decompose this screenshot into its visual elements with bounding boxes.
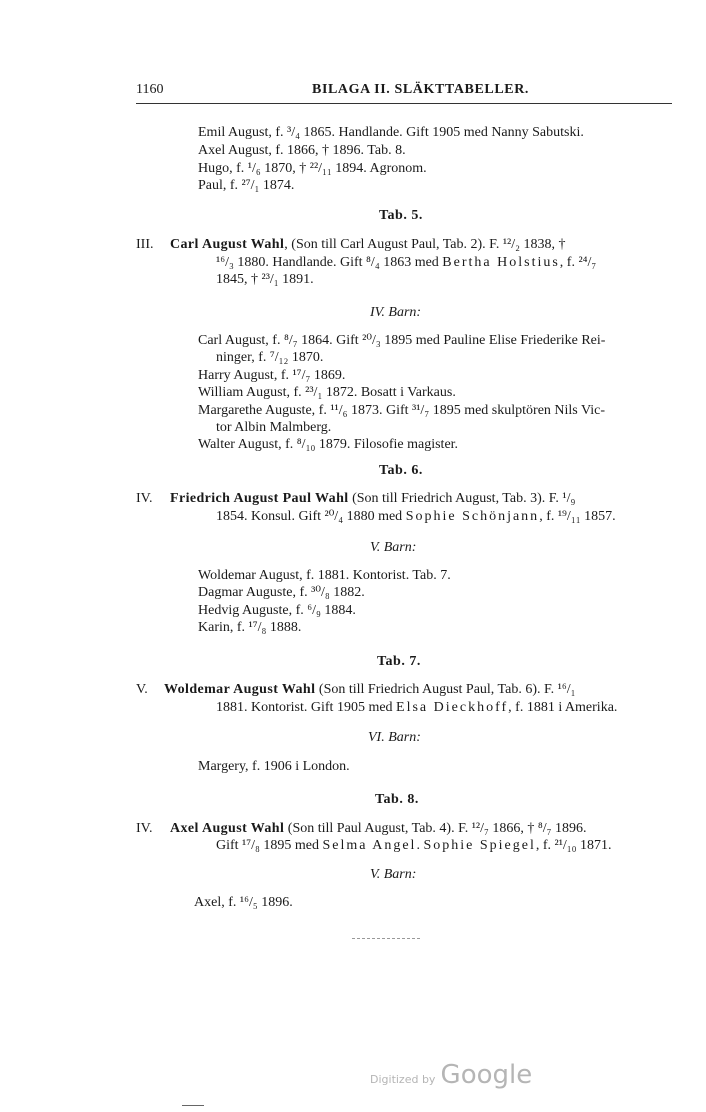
tab8-spouse2: Sophie Spiegel: [423, 838, 536, 853]
tab8-line2-mid: .: [416, 838, 424, 853]
tab8-heading: Tab. 8.: [375, 792, 419, 807]
google-logo-text: Google: [440, 1060, 533, 1090]
tab7-line2-end: , f. 1881 i Amerika.: [508, 700, 618, 715]
tab6-child: Woldemar August, f. 1881. Kontorist. Tab. 7.: [198, 568, 451, 583]
end-ornament: [352, 938, 420, 939]
tab7-line2-start: 1881. Kontorist. Gift 1905 med: [216, 700, 397, 715]
tab5-children-label: IV. Barn:: [370, 305, 422, 320]
page-header: [136, 82, 672, 102]
tab7-generation: V.: [136, 682, 148, 697]
tab5-name: Carl August Wahl: [170, 237, 285, 252]
header-rule: [136, 103, 672, 104]
tab6-name: Friedrich August Paul Wahl: [170, 491, 349, 506]
tab5-line2-end: , f. ²⁴/₇: [559, 255, 597, 270]
tab8-line2-end: , f. ²¹/₁₀ 1871.: [535, 838, 612, 853]
tab6-line1-rest: (Son till Friedrich August, Tab. 3). F. ¹/₉: [348, 491, 576, 506]
intro-line: Axel August, f. 1866, † 1896. Tab. 8.: [198, 143, 406, 158]
tab5-child-cont: ninger, f. ⁷/₁₂ 1870.: [216, 350, 324, 365]
tab7-spouse: Elsa Dieckhoff: [396, 700, 509, 715]
tab6-heading: Tab. 6.: [379, 463, 423, 478]
tab5-child: Harry August, f. ¹⁷/₇ 1869.: [198, 368, 346, 383]
tab8-name: Axel August Wahl: [170, 821, 285, 836]
tab6-children-label: V. Barn:: [370, 540, 417, 555]
tab7-entry-line2: [216, 699, 617, 716]
tab5-line2-start: ¹⁶/₃ 1880. Handlande. Gift ⁸/₄ 1863 med: [216, 255, 443, 270]
digitized-by-text: Digitized by: [370, 1073, 436, 1086]
tab6-entry-line1: [136, 490, 575, 507]
tab5-child: William August, f. ²³/₁ 1872. Bosatt i Varkaus.: [198, 385, 456, 400]
tab8-children-label: V. Barn:: [370, 867, 417, 882]
tab8-entry-line2: [216, 837, 612, 854]
tab5-child: Carl August, f. ⁸/₇ 1864. Gift ²⁰/₃ 1895 med Pauline Elise Friederike Rei-: [198, 333, 606, 348]
tab8-spouse: Selma Angel: [322, 838, 417, 853]
tab7-line1-rest: (Son till Friedrich August Paul, Tab. 6). F. ¹⁶/₁: [315, 682, 576, 697]
running-title: BILAGA II. SLÄKTTABELLER.: [312, 82, 530, 97]
intro-line: Emil August, f. ³/₄ 1865. Handlande. Gift 1905 med Nanny Sabutski.: [198, 125, 584, 140]
tab5-child-cont: tor Albin Malmberg.: [216, 420, 332, 435]
tab5-entry-line2: [216, 254, 596, 271]
tab7-name: Woldemar August Wahl: [164, 682, 316, 697]
tab5-entry-line3: 1845, † ²³/₁ 1891.: [216, 272, 314, 287]
intro-line: Hugo, f. ¹/₆ 1870, † ²²/₁₁ 1894. Agronom.: [198, 161, 427, 176]
tab6-entry-line2: [216, 508, 616, 525]
tab6-child: Karin, f. ¹⁷/₈ 1888.: [198, 620, 302, 635]
tab5-child: Walter August, f. ⁸/₁₀ 1879. Filosofie magister.: [198, 437, 459, 452]
tab6-generation: IV.: [136, 491, 153, 506]
intro-line: Paul, f. ²⁷/₁ 1874.: [198, 178, 295, 193]
tab6-child: Dagmar Auguste, f. ³⁰/₈ 1882.: [198, 585, 365, 600]
tab5-entry-line1: [136, 236, 566, 253]
tab6-spouse: Sophie Schönjann: [405, 509, 540, 524]
page-number: 1160: [136, 82, 164, 97]
tab5-child: Margarethe Auguste, f. ¹¹/₆ 1873. Gift ³¹/₇ 1895 med skulptören Nils Vic-: [198, 403, 606, 418]
tab8-entry-line1: [136, 820, 587, 837]
tab8-generation: IV.: [136, 821, 153, 836]
tab5-spouse: Bertha Holstius: [442, 255, 560, 270]
tab7-heading: Tab. 7.: [377, 654, 421, 669]
tab5-generation: III.: [136, 237, 154, 252]
tab7-children-label: VI. Barn:: [368, 730, 421, 745]
tab6-line2-end: , f. ¹⁹/₁₁ 1857.: [539, 509, 616, 524]
tab8-child: Axel, f. ¹⁶/₅ 1896.: [194, 895, 293, 910]
tab8-line2-start: Gift ¹⁷/₈ 1895 med: [216, 838, 323, 853]
tab6-child: Hedvig Auguste, f. ⁶/₉ 1884.: [198, 603, 356, 618]
tab5-heading: Tab. 5.: [379, 208, 423, 223]
tab7-entry-line1: [136, 681, 576, 698]
tab8-line1-rest: (Son till Paul August, Tab. 4). F. ¹²/₇ 1866, † ⁸/₇ 1896.: [284, 821, 587, 836]
tab7-child: Margery, f. 1906 i London.: [198, 759, 350, 774]
tab6-line2-start: 1854. Konsul. Gift ²⁰/₄ 1880 med: [216, 509, 406, 524]
tab5-line1-rest: , (Son till Carl August Paul, Tab. 2). F. ¹²/₂ 1838, †: [284, 237, 566, 252]
bottom-mark: [182, 1105, 204, 1106]
google-watermark: [370, 1060, 532, 1090]
